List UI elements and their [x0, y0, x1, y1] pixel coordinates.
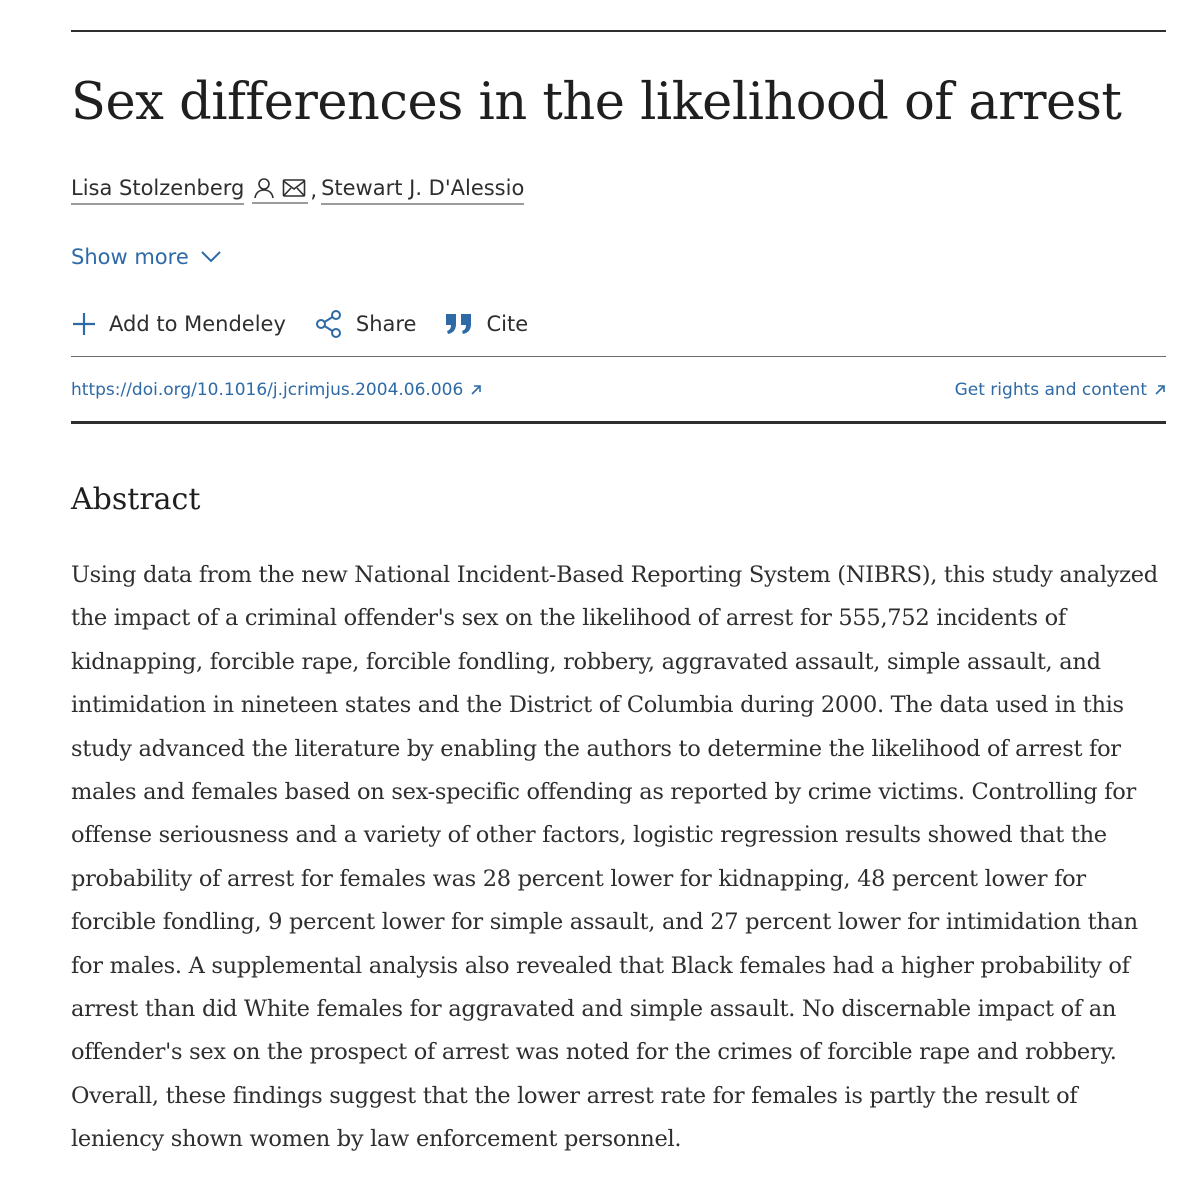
show-more-label: Show more [71, 245, 189, 269]
external-arrow-icon [470, 384, 482, 396]
plus-icon [71, 311, 97, 337]
abstract-text: Using data from the new National Incident-Based Reporting System (NIBRS), this study analyzed the impact of a criminal offender's sex on the likelihood of arrest for 555,752 incidents of kidnapping, forcible rape, forcible fondling, robbery, aggravated assault, simple assault, and intimidation in nineteen states and the District of Columbia during 2000. The data used in this study advanced the literature by enabling the authors to determine the likelihood of arrest for males and females based on sex-specific offending as reported by crime victims. Controlling for offense seriousness and a variety of other factors, logistic regression results showed that the probability of arrest for females was 28 percent lower for kidnapping, 48 percent lower for forcible fondling, 9 percent lower for simple assault, and 27 percent lower for intimidation than for males. A supplemental analysis also revealed that Black females had a higher probability of arrest than did White females for aggravated and simple assault. No discernable impact of an offender's sex on the prospect of arrest was noted for the crimes of forcible rape and robbery. Overall, these findings suggest that the lower arrest rate for females is partly the result of leniency shown women by law enforcement personnel. [71, 562, 1158, 1153]
get-rights-link[interactable] [955, 380, 1166, 400]
author-separator: , [310, 178, 318, 202]
chevron-down-icon [201, 251, 221, 263]
toolbar-divider [71, 356, 1166, 357]
author-link-stewart-dalessio[interactable]: Stewart J. D'Alessio [321, 176, 524, 205]
get-rights-link-text: Get rights and content [954, 380, 1147, 400]
external-arrow-icon [1154, 384, 1166, 396]
article-title: Sex differences in the likelihood of arrest [71, 73, 1122, 132]
author-list [71, 172, 524, 208]
share-label: Share [355, 312, 417, 336]
doi-link[interactable] [71, 380, 482, 400]
cite-label: Cite [486, 312, 529, 336]
article-toolbar [71, 305, 556, 343]
share-icon [314, 309, 344, 339]
cite-button[interactable] [444, 312, 528, 336]
add-to-mendeley-label: Add to Mendeley [109, 312, 286, 336]
doi-row [71, 376, 1166, 404]
corresponding-author-icons[interactable] [252, 177, 308, 204]
doi-link-text: https://doi.org/10.1016/j.jcrimjus.2004.06.006 [71, 380, 464, 400]
share-button[interactable] [314, 309, 417, 339]
person-icon [254, 177, 274, 199]
abstract-heading: Abstract [71, 482, 201, 517]
header-bottom-divider [71, 421, 1166, 424]
mail-icon [282, 178, 306, 198]
add-to-mendeley-button[interactable] [71, 311, 286, 337]
author-link-lisa-stolzenberg[interactable]: Lisa Stolzenberg [71, 176, 244, 205]
show-more-button[interactable] [71, 240, 221, 274]
quote-icon [444, 312, 474, 336]
top-divider [71, 30, 1166, 32]
